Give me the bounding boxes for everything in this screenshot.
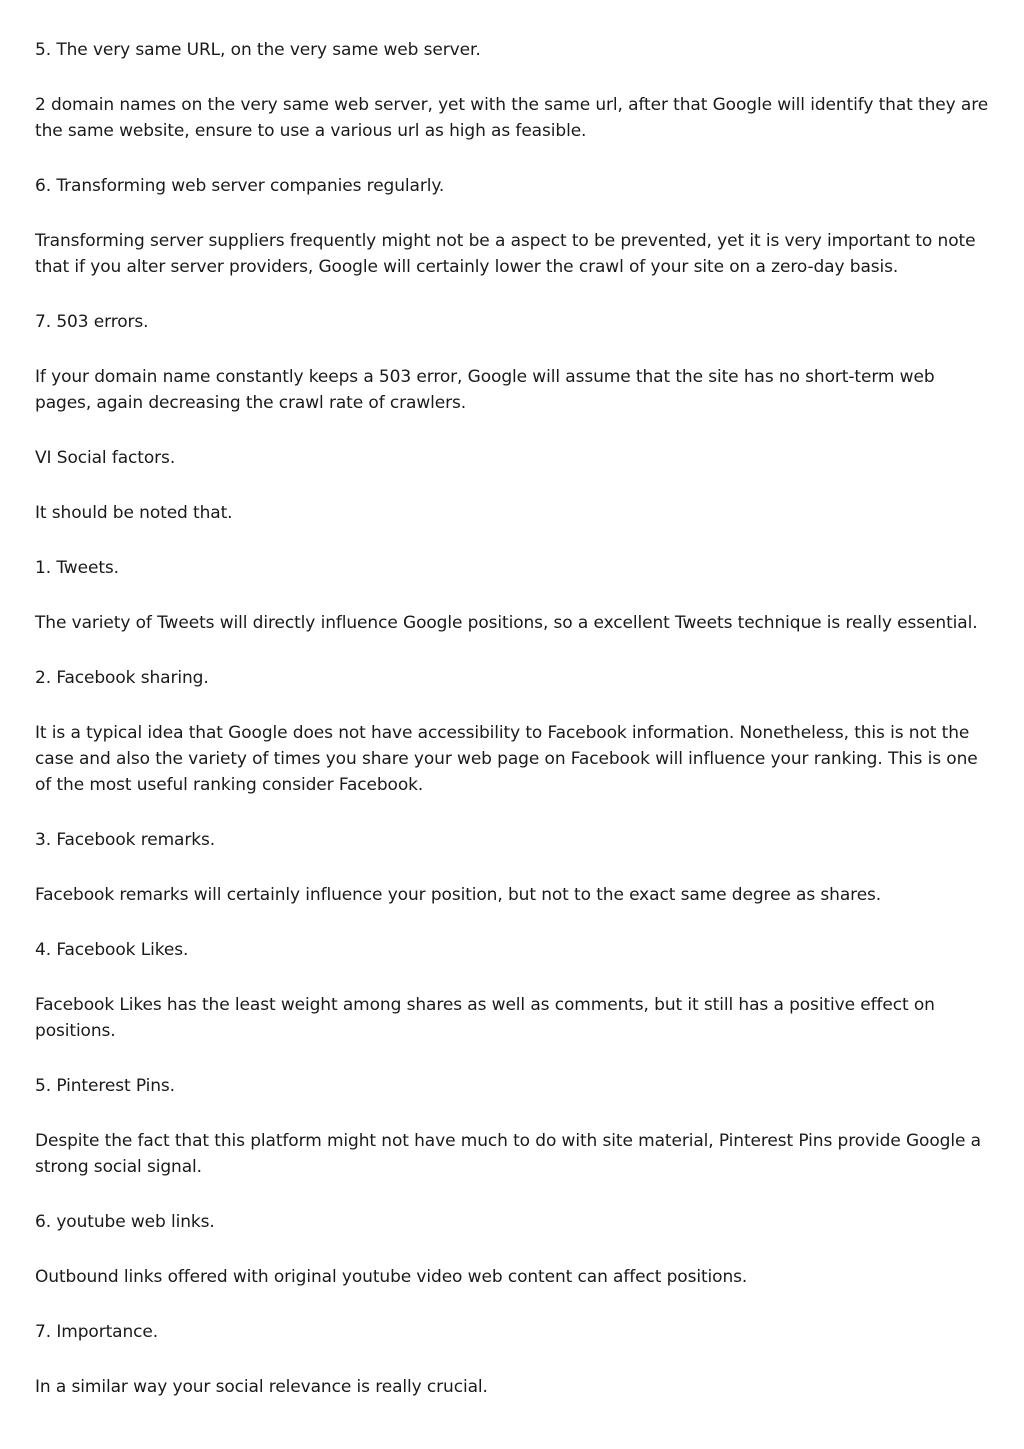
paragraph: VI Social factors. <box>35 448 176 468</box>
paragraph: Outbound links offered with original youtube video web content can affect positions. <box>35 1267 748 1287</box>
paragraph: 7. 503 errors. <box>35 312 149 332</box>
paragraph: In a similar way your social relevance is really crucial. <box>35 1377 488 1397</box>
paragraph: 2 domain names on the very same web server, yet with the same url, after that Google will identify that they are the same website, ensure to use a various url as high as feasible. <box>35 95 989 141</box>
paragraph: If your domain name constantly keeps a 503 error, Google will assume that the site has no short-term web pages, again decreasing the crawl rate of crawlers. <box>35 367 935 413</box>
paragraph: 2. Facebook sharing. <box>35 668 209 688</box>
paragraph: 6. Transforming web server companies regularly. <box>35 176 445 196</box>
paragraph: 4. Facebook Likes. <box>35 940 189 960</box>
paragraph: 3. Facebook remarks. <box>35 830 216 850</box>
paragraph: It should be noted that. <box>35 503 233 523</box>
paragraph: Transforming server suppliers frequently might not be a aspect to be prevented, yet it is very important to note that if you alter server providers, Google will certainly lower the crawl of your site on a zero-day basis. <box>35 231 976 277</box>
paragraph: 1. Tweets. <box>35 558 119 578</box>
document-body <box>35 37 995 1429</box>
paragraph: Despite the fact that this platform might not have much to do with site material, Pinterest Pins provide Google a strong social signal. <box>35 1131 981 1177</box>
paragraph: 6. youtube web links. <box>35 1212 215 1232</box>
paragraph: Facebook remarks will certainly influence your position, but not to the exact same degree as shares. <box>35 885 882 905</box>
paragraph: Facebook Likes has the least weight among shares as well as comments, but it still has a positive effect on positions. <box>35 995 935 1041</box>
paragraph: 7. Importance. <box>35 1322 159 1342</box>
paragraph: 5. The very same URL, on the very same web server. <box>35 40 481 60</box>
paragraph: 5. Pinterest Pins. <box>35 1076 175 1096</box>
paragraph: It is a typical idea that Google does not have accessibility to Facebook information. Nonetheless, this is not the case and also the variety of times you share your web page on Facebook will influence your ranking. This is one of the most useful ranking consider Facebook. <box>35 723 978 795</box>
paragraph: The variety of Tweets will directly influence Google positions, so a excellent Tweets technique is really essential. <box>35 613 978 633</box>
